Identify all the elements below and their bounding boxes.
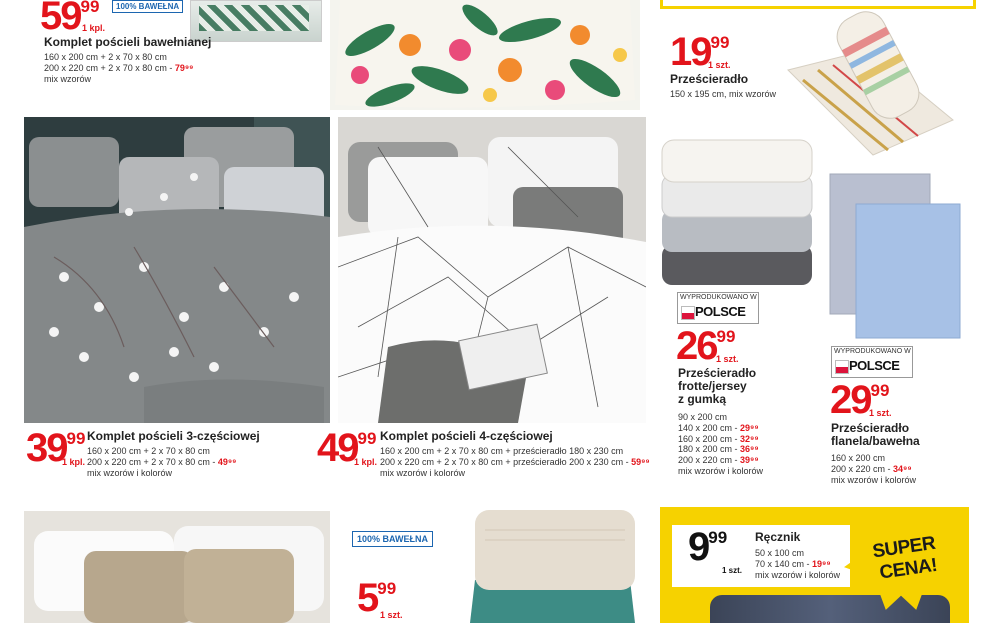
product-title: Prześcieradło frotte/jersey z gumką [678, 366, 757, 407]
product-title: Komplet pościeli bawełnianej [44, 35, 212, 49]
price-bedding-cotton: 5999 [40, 0, 100, 38]
unit-label: 1 szt. [716, 354, 739, 364]
product-spec: 160 x 200 cm 200 x 220 cm - 34⁹⁹ mix wzorów i kolorów [831, 453, 917, 485]
cotton-badge: 100% BAWEŁNA [112, 0, 183, 13]
poland-flag-icon [681, 306, 695, 320]
price-set4: 4999 [317, 426, 377, 470]
poland-flag-icon [835, 360, 849, 374]
price-set3: 3999 [26, 426, 86, 470]
product-title: Prześcieradło [670, 72, 749, 86]
made-in-poland-badge: WYPRODUKOWANO W POLSCE [677, 292, 759, 324]
unit-label: 1 szt. [722, 566, 743, 575]
yellow-frame-edge [660, 0, 976, 9]
unit-label: 1 kpl. [354, 457, 378, 467]
price-flanela: 2999 [830, 378, 890, 422]
price-frotte: 2699 [676, 324, 736, 368]
unit-label: 1 szt. [869, 408, 892, 418]
unit-label: 1 kpl. [62, 457, 86, 467]
floral-pillow-photo [330, 0, 640, 110]
product-spec: 160 x 200 cm + 2 x 70 x 80 cm + prześcieradło 180 x 230 cm 200 x 220 cm + 2 x 70 x 80 cm + prześcieradło 200 x 230 cm - 59⁹⁹ mix wzorów i kolorów [380, 446, 650, 478]
made-in-poland-badge: WYPRODUKOWANO W POLSCE [831, 346, 913, 378]
price-recznik: 999 [688, 525, 728, 569]
product-spec: 90 x 200 cm 140 x 200 cm - 29⁹⁹ 160 x 200 cm - 32⁹⁹ 180 x 200 cm - 36⁹⁹ 200 x 220 cm - 39⁹⁹ mix wzorów i kolorów [678, 412, 764, 476]
unit-label: 1 szt. [380, 610, 403, 620]
product-title: Ręcznik [755, 530, 801, 544]
frotte-sheets-photo [660, 130, 820, 290]
towels-photo [460, 510, 640, 623]
unit-label: 1 szt. [708, 60, 731, 70]
cotton-badge: 100% BAWEŁNA [352, 531, 433, 547]
product-spec: 150 x 195 cm, mix wzorów [670, 89, 777, 99]
geometric-bedding-photo [338, 117, 646, 423]
price-towel-small: 599 [357, 576, 397, 620]
flanela-sheets-photo [828, 172, 963, 342]
product-spec: 160 x 200 cm + 2 x 70 x 80 cm 200 x 220 cm + 2 x 70 x 80 cm - 49⁹⁹ mix wzorów i kolorów [87, 446, 237, 478]
product-title: Prześcieradło flanela/bawełna [831, 421, 920, 449]
product-spec: 160 x 200 cm + 2 x 70 x 80 cm 200 x 220 cm + 2 x 70 x 80 cm - 79⁹⁹ mix wzorów [44, 52, 194, 84]
product-title: Komplet pościeli 3-częściowej [87, 429, 260, 443]
unit-label: 1 kpl. [82, 23, 106, 33]
product-title: Komplet pościeli 4-częściowej [380, 429, 553, 443]
super-label: SUPER CENA! [871, 532, 939, 584]
price-sheet: 1999 [670, 30, 730, 74]
grey-floral-bedding-photo [24, 117, 330, 423]
beige-bedding-photo [24, 511, 330, 623]
product-spec: 50 x 100 cm 70 x 140 cm - 19⁹⁹ mix wzorów i kolorów [755, 548, 841, 580]
